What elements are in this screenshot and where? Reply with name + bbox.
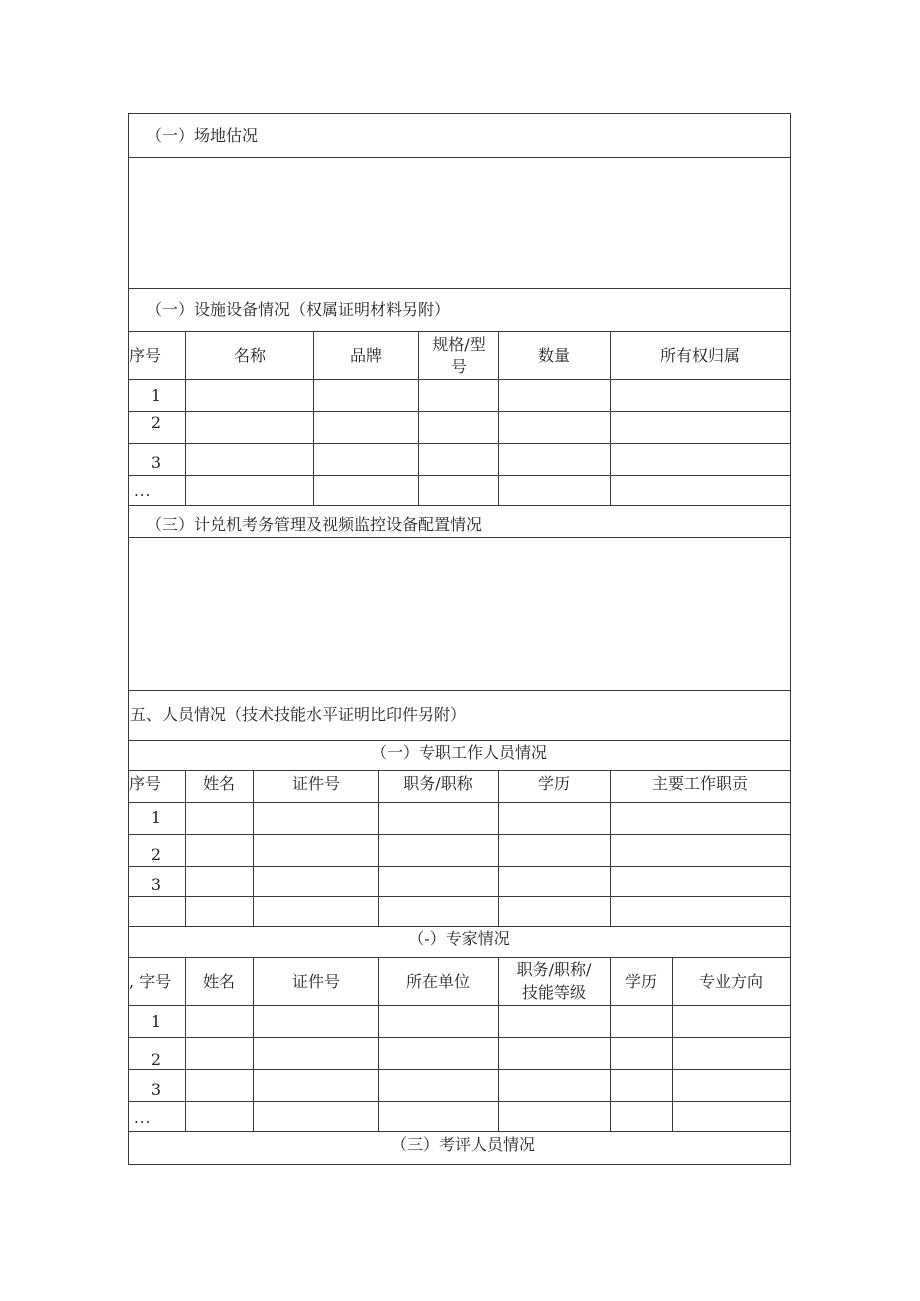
- experts-header-title: 职务/职称/: [516, 960, 592, 979]
- experts-header-id: 证件号: [291, 972, 341, 991]
- row-line: [128, 379, 791, 380]
- evaluators-title: （三）考评人员情况: [390, 1135, 536, 1154]
- column-line: [185, 957, 186, 1132]
- column-line: [378, 770, 379, 927]
- personnel-section-title: 五、人员情况（技术技能水平证明比印件另附）: [130, 705, 467, 724]
- row-line: [128, 1037, 791, 1038]
- facilities-header-name: 名称: [233, 346, 267, 365]
- fulltime-header-id: 证件号: [291, 774, 341, 793]
- row-line: [128, 957, 791, 958]
- site-section-title: （一）场地估况: [146, 126, 259, 145]
- table-row-index: ...: [134, 482, 152, 500]
- table-row-index: 2: [150, 413, 162, 432]
- column-line: [498, 331, 499, 506]
- fulltime-header-index: 序号: [129, 774, 162, 793]
- facilities-section-title: （一）设施设备情况（权属证明材料另附）: [146, 300, 451, 319]
- experts-title: （-）专家情况: [408, 929, 510, 948]
- column-line: [610, 957, 611, 1132]
- column-line: [418, 331, 419, 506]
- table-border-left: [128, 113, 129, 1165]
- table-row-index: 3: [150, 453, 162, 472]
- row-line: [128, 866, 791, 867]
- row-line: [128, 1069, 791, 1070]
- row-line: [128, 443, 791, 444]
- row-line: [128, 770, 791, 771]
- table-border-right: [790, 113, 791, 1165]
- table-row-index: 3: [150, 1080, 162, 1099]
- table-row-index: 1: [150, 808, 162, 827]
- table-row-index: 3: [150, 875, 162, 894]
- row-line: [128, 537, 791, 538]
- column-line: [313, 331, 314, 506]
- column-line: [498, 957, 499, 1132]
- row-line: [128, 740, 791, 741]
- experts-header-specialty: 专业方向: [698, 972, 764, 991]
- fulltime-header-title: 职务/职称: [403, 774, 473, 793]
- fulltime-header-education: 学历: [537, 774, 571, 793]
- column-line: [498, 770, 499, 927]
- row-line: [128, 802, 791, 803]
- table-row-index: 1: [150, 386, 162, 405]
- row-line: [128, 1005, 791, 1006]
- facilities-header-brand: 品牌: [349, 346, 383, 365]
- fulltime-staff-title: （一）专职工作人员情况: [370, 743, 548, 762]
- row-line: [128, 157, 791, 158]
- row-line: [128, 896, 791, 897]
- experts-header-title-cont: 技能等级: [521, 983, 587, 1002]
- row-line: [128, 288, 791, 289]
- row-line: [128, 411, 791, 412]
- table-border-bottom: [128, 1164, 791, 1165]
- experts-header-name: 姓名: [202, 972, 236, 991]
- fulltime-header-duties: 主要工作职贡: [651, 774, 749, 793]
- row-line: [128, 505, 791, 506]
- facilities-header-quantity: 数量: [537, 346, 571, 365]
- column-line: [610, 331, 611, 506]
- facilities-header-spec-cont: 号: [450, 357, 468, 376]
- table-row-index: 2: [150, 845, 162, 864]
- column-line: [378, 957, 379, 1132]
- row-line: [128, 475, 791, 476]
- table-row-index: 1: [150, 1012, 162, 1031]
- experts-header-employer: 所在单位: [405, 972, 471, 991]
- column-line: [610, 770, 611, 927]
- column-line: [185, 770, 186, 927]
- column-line: [672, 957, 673, 1132]
- experts-header-education: 学历: [624, 972, 658, 991]
- row-line: [128, 834, 791, 835]
- row-line: [128, 331, 791, 332]
- monitoring-section-title: （三）计兑机考务管理及视频监控设备配置情况: [146, 515, 483, 534]
- experts-header-index: , 字号: [129, 972, 172, 991]
- facilities-header-index: 序号: [129, 346, 162, 365]
- facilities-header-spec: 规格/型: [432, 335, 486, 354]
- row-line: [128, 1101, 791, 1102]
- row-line: [128, 690, 791, 691]
- table-row-index: 2: [150, 1050, 162, 1069]
- table-border-top: [128, 113, 791, 114]
- row-line: [128, 1131, 791, 1132]
- facilities-header-ownership: 所有权归属: [659, 346, 741, 365]
- fulltime-header-name: 姓名: [202, 774, 236, 793]
- column-line: [253, 957, 254, 1132]
- column-line: [185, 331, 186, 506]
- column-line: [253, 770, 254, 927]
- table-row-index: ...: [134, 1109, 152, 1127]
- row-line: [128, 926, 791, 927]
